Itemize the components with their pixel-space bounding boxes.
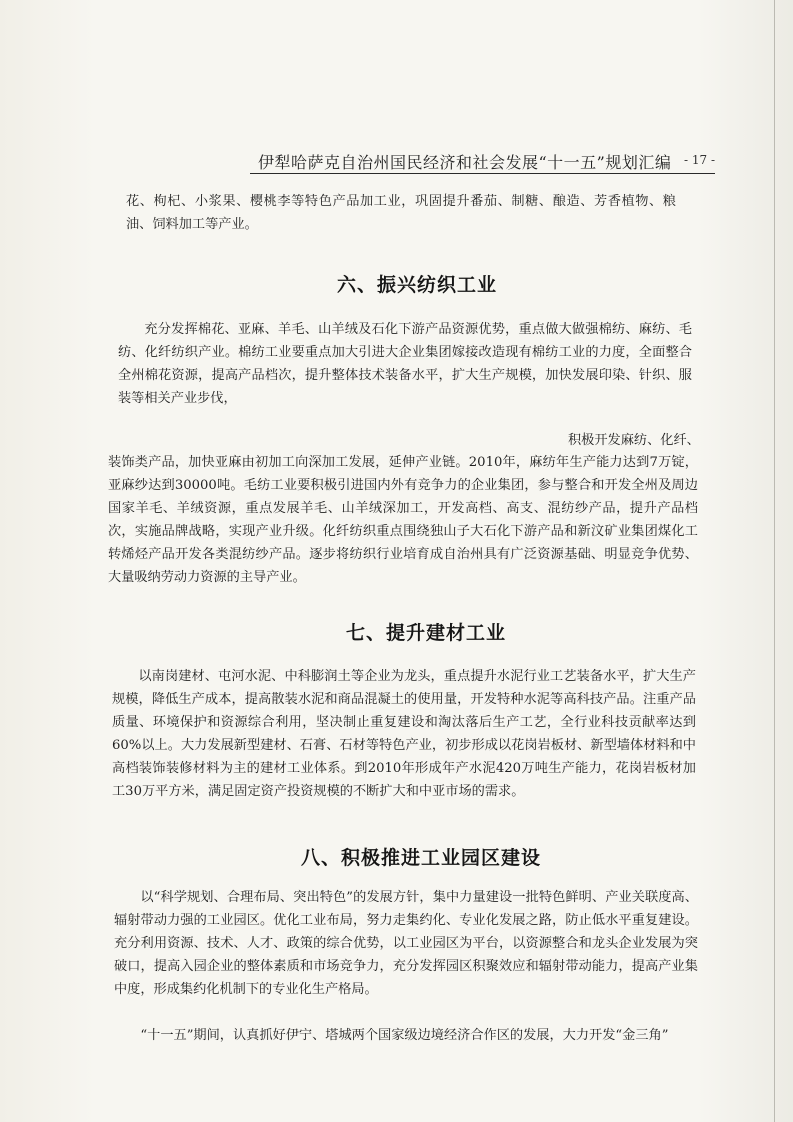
textile-paragraph-2: 装饰类产品，加快亚麻由初加工向深加工发展，延伸产业链。2010年，麻纺年生产能力达到7万锭，亚麻纱达到30000吨。毛纺工业要积极引进国内外有竞争力的企业集团，参与整合和开发全州及周边国家羊毛、羊绒资源，重点发展羊毛、山羊绒深加工，开发高档、高支、混纺纱产品，提升产品档次，实施品牌战略，实现产业升级。化纤纺织重点围绕独山子大石化下游产品和新汶矿业集团煤化工转烯烃产品开发各类混纺纱产品。逐步将纺织行业培育成自治州具有广泛资源基础、明显竞争优势、大量吸纳劳动力资源的主导产业。 [108, 455, 698, 585]
industrial-parks-paragraph-1: 以“科学规划、合理布局、突出特色”的发展方针，集中力量建设一批特色鲜明、产业关联度高、辐射带动力强的工业园区。优化工业布局，努力走集约化、专业化发展之路，防止低水平重复建设。充分利用资源、技术、人才、政策的综合优势，以工业园区为平台，以资源整合和龙头企业发展为突破口，提高入园企业的整体素质和市场竞争力，充分发挥园区积聚效应和辐射带动能力，提高产业集中度，形成集约化机制下的专业化生产格局。 [114, 890, 698, 997]
section-heading-building-materials: 七、提升建材工业 [346, 622, 507, 644]
continued-paragraph: 花、枸杞、小浆果、樱桃李等特色产品加工业，巩固提升番茄、制糖、酿造、芳香植物、粮油、饲料加工等产业。 [126, 194, 676, 232]
page-edge-line [774, 0, 775, 1122]
header-rule [250, 173, 715, 174]
section-heading-textile: 六、振兴纺织工业 [337, 274, 498, 296]
building-materials-paragraph: 以南岗建材、屯河水泥、中科膨润土等企业为龙头，重点提升水泥行业工艺装备水平，扩大生产规模，降低生产成本，提高散装水泥和商品混凝土的使用量，开发特种水泥等高科技产品。注重产品质量、环境保护和资源综合利用，坚决制止重复建设和淘汰落后生产工艺，全行业科技贡献率达到60%以上。大力发展新型建材、石膏、石材等特色产业，初步形成以花岗岩板材、新型墙体材料和中高档装饰装修材料为主的建材工业体系。到2010年形成年产水泥420万吨生产能力，花岗岩板材加工30万平方米，满足固定资产投资规模的不断扩大和中亚市场的需求。 [112, 669, 696, 799]
running-header [250, 148, 715, 174]
textile-paragraph-2-lead: 积极开发麻纺、化纤、 [568, 433, 700, 448]
textile-paragraph-1: 充分发挥棉花、亚麻、羊毛、山羊绒及石化下游产品资源优势，重点做大做强棉纺、麻纺、毛纺、化纤纺织产业。棉纺工业要重点加大引进大企业集团嫁接改造现有棉纺工业的力度，全面整合全州棉花资源，提高产品档次，提升整体技术装备水平，扩大生产规模，加快发展印染、针织、服装等相关产业步伐， [118, 322, 692, 406]
section-heading-industrial-parks: 八、积极推进工业园区建设 [301, 847, 542, 869]
header-title: 伊犁哈萨克自治州国民经济和社会发展“十一五”规划汇编 [258, 153, 672, 172]
industrial-parks-paragraph-2: “十一五”期间，认真抓好伊宁、塔城两个国家级边境经济合作区的发展，大力开发“金三角” [140, 1028, 669, 1043]
page-number: - 17 - [683, 153, 715, 167]
